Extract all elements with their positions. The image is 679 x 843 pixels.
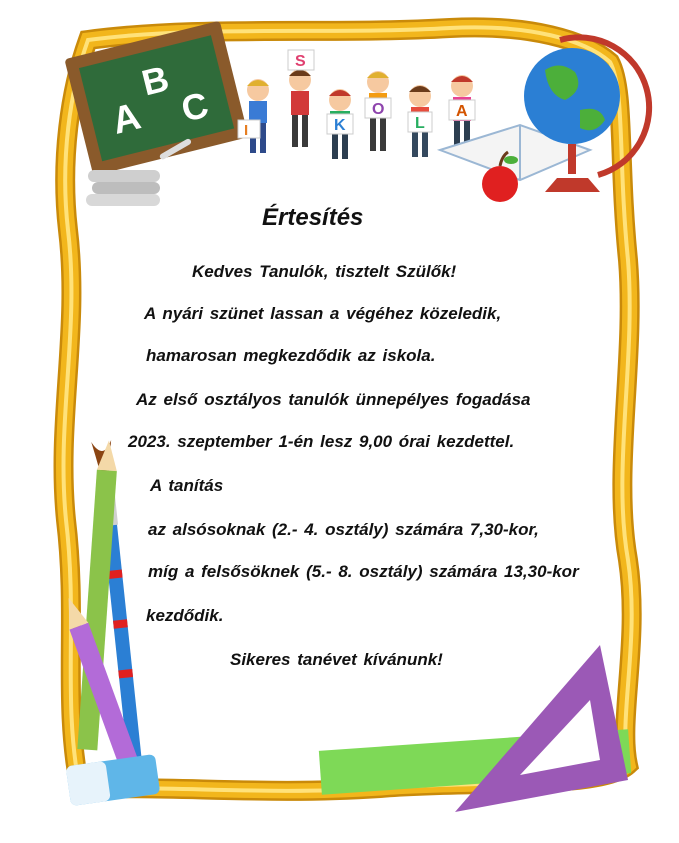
body-line-4: 2023. szeptember 1-én lesz 9,00 órai kezdettel.	[128, 432, 515, 451]
sign-letter-k: K	[334, 117, 346, 134]
chalk-letter-c: C	[177, 83, 213, 130]
body-line-8: kezdődik.	[146, 606, 224, 625]
body-line-5: A tanítás	[150, 476, 224, 495]
children-group	[238, 50, 475, 159]
sign-letter-l: L	[415, 115, 425, 132]
sign-letter-i: I	[244, 122, 249, 139]
sign-letter-o: O	[372, 101, 385, 118]
body-line-3: Az első osztályos tanulók ünnepélyes fogadása	[136, 390, 531, 409]
closing-line: Sikeres tanévet kívánunk!	[230, 650, 443, 669]
chalk-sticks	[86, 170, 160, 206]
sign-letter-s: S	[295, 53, 306, 70]
page-title: Értesítés	[262, 204, 364, 231]
body-line-7: míg a felsősöknek (5.- 8. osztály) számára 13,30-kor	[148, 562, 579, 581]
greeting-line: Kedves Tanulók, tisztelt Szülők!	[192, 262, 457, 281]
set-square	[455, 645, 628, 812]
body-line-2: hamarosan megkezdődik az iskola.	[146, 346, 436, 365]
chalk-letter-a: A	[108, 95, 145, 143]
body-line-6: az alsósoknak (2.- 4. osztály) számára 7,30-kor,	[148, 520, 539, 539]
body-line-1: A nyári szünet lassan a végéhez közeledik,	[144, 304, 502, 323]
chalk-letter-b: B	[137, 57, 173, 104]
sign-letter-a: A	[456, 103, 468, 120]
